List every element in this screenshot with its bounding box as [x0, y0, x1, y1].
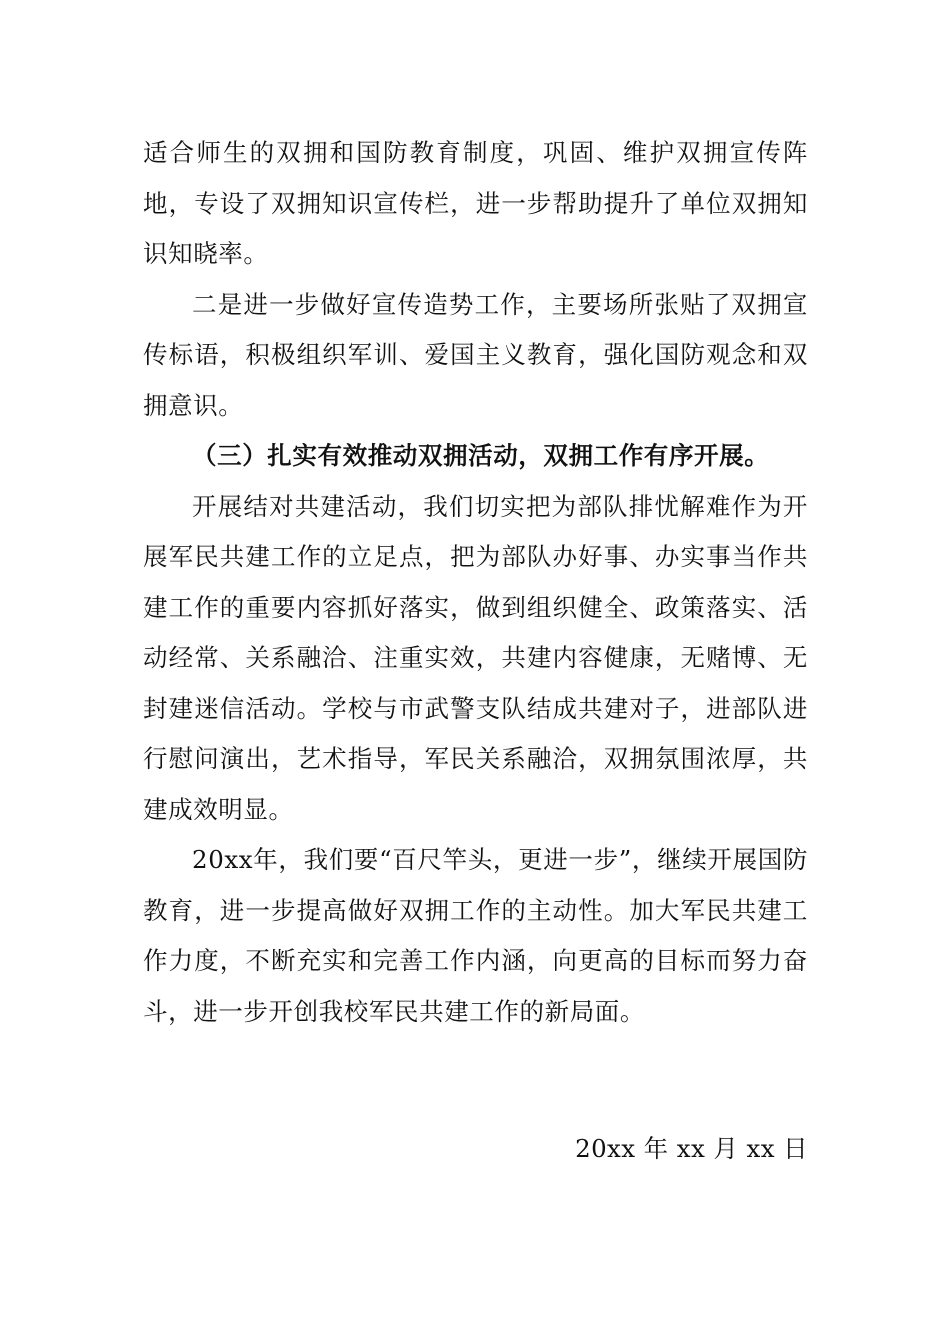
paragraph-outlook: 20xx年，我们要“百尺竿头，更进一步”，继续开展国防教育，进一步提高做好双拥工作的主动性。加大军民共建工作力度，不断充实和完善工作内涵，向更高的目标而努力奋斗，进一步开创我校军民共建工作的新局面。	[143, 845, 808, 1026]
paragraph-joint-construction: 开展结对共建活动，我们切实把为部队排忧解难作为开展军民共建工作的立足点，把为部队办好事、办实事当作共建工作的重要内容抓好落实，做到组织健全、政策落实、活动经常、关系融洽、注重实效，共建内容健康，无赌博、无封建迷信活动。学校与市武警支队结成共建对子，进部队进行慰问演出，艺术指导，军民关系融洽，双拥氛围浓厚，共建成效明显。	[143, 491, 808, 824]
document-body	[143, 128, 808, 1037]
document-date: 20xx 年 xx 月 xx 日	[575, 1134, 808, 1163]
paragraph-publicity: 二是进一步做好宣传造势工作，主要场所张贴了双拥宣传标语，积极组织军训、爱国主义教育，强化国防观念和双拥意识。	[143, 289, 808, 420]
paragraph-continuation: 适合师生的双拥和国防教育制度，巩固、维护双拥宣传阵地，专设了双拥知识宣传栏，进一步帮助提升了单位双拥知识知晓率。	[143, 138, 808, 268]
section-heading: （三）扎实有效推动双拥活动，双拥工作有序开展。	[192, 441, 770, 470]
